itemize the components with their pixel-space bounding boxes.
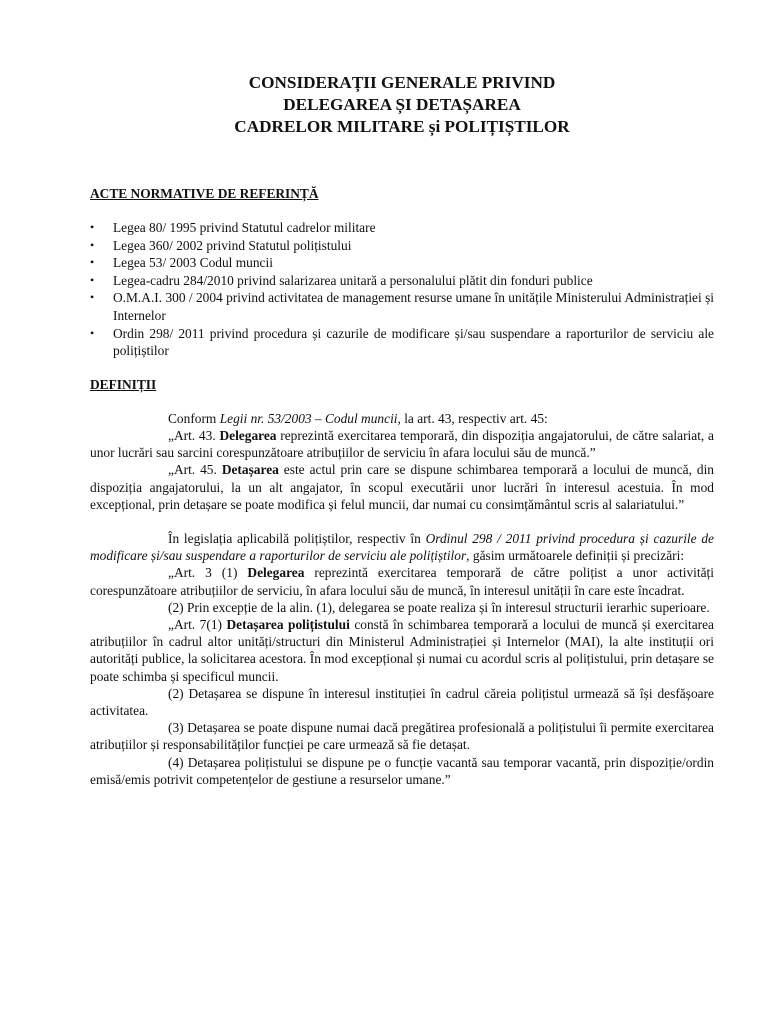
paragraph-art-3-2: (2) Prin excepție de la alin. (1), delegarea se poate realiza și în interesul structurii ierarhic superioare. [168, 599, 710, 615]
paragraph-art-7-4: (4) Detașarea polițistului se dispune pe o funcție vacantă sau temporar vacantă, prin dispoziție/ordin emisă/emis potrivit competențelor de gestiune a resurselor umane.” [90, 754, 714, 787]
law-reference: Legii nr. 53/2003 – Codul muncii [219, 410, 398, 426]
text-span: „Art. 43. [168, 427, 220, 443]
list-item: • Legea 80/ 1995 privind Statutul cadrelor militare [113, 219, 714, 237]
text-span: Conform [168, 410, 220, 426]
text-span: , găsim următoarele definiții și precizări: [466, 548, 685, 564]
text-span: reprezintă exercitarea temporară, din dispoziția angajatorului, de către salariat, a unor lucrări sau sarcini corespunzătoare atribuțiilor de serviciu în afara locului său de muncă.” [90, 427, 714, 461]
defined-term: Delegarea [219, 427, 277, 443]
text-span: În legislația aplicabilă polițiștilor, respectiv în [168, 530, 426, 546]
paragraph-legislatie [90, 530, 714, 564]
section-heading-acte-normative: ACTE NORMATIVE DE REFERINȚĂ [90, 186, 319, 201]
paragraph-art-7-1 [90, 616, 714, 685]
list-item: • O.M.A.I. 300 / 2004 privind activitatea de management resurse umane în unitățile Ministerului Administrației și Internelor [113, 289, 714, 324]
list-item: • Legea 53/ 2003 Codul muncii [113, 254, 714, 272]
paragraph-art-45 [90, 461, 714, 513]
title-line-2: DELEGAREA ȘI DETAȘAREA [283, 95, 521, 114]
paragraph-art-7-2: (2) Detașarea se dispune în interesul instituției în cadrul căreia polițistul urmează să își desfășoare activitatea. [90, 685, 714, 718]
text-span: reprezintă exercitarea temporară de către polițist a unor activități corespunzătoare atribuțiilor de serviciu, în afara locului său de muncă, în interesul unității în care este încadrat. [90, 565, 714, 598]
section-heading-definitii: DEFINIȚII [90, 376, 157, 392]
document-title [90, 0, 714, 138]
list-item: • Legea 360/ 2002 privind Statutul polițistului [113, 237, 714, 255]
paragraph-conform [90, 410, 714, 427]
text-span: „Art. 45. [168, 462, 222, 478]
title-line-3: CADRELOR MILITARE și POLIȚIȘTILOR [234, 117, 570, 136]
law-reference: Ordinul 298 / 2011 privind procedura și cazurile de modificare și/sau suspendare a raporturilor de serviciu ale polițiștilor [90, 530, 714, 564]
text-span: este actul prin care se dispune schimbarea temporară a locului de muncă, din dispoziția angajatorului, la un alt angajator, în scopul executării unor lucrări în interesul acestuia. În mod excepțional, prin detașare se poate modifica și felul muncii, dar numai cu consimțământul scris al salariatului.” [90, 462, 715, 512]
text-span: constă în schimbarea temporară a locului de muncă și exercitarea atribuțiilor în cadrul altor unități/structuri din Ministerul Administrației și Internelor (MAI), la alte instituții ori autorități publice, la solicitarea acestora. În mod excepțional și numai cu acordul scris al polițistului, prin detașare se poate schimba și specificul muncii. [90, 616, 714, 684]
list-item: • Ordin 298/ 2011 privind procedura și cazurile de modificare și/sau suspendare a raporturilor de serviciu ale polițiștilor [113, 325, 714, 360]
paragraph-art-7-3: (3) Detașarea se poate dispune numai dacă pregătirea profesională a polițistului îi permite exercitarea atribuțiilor și responsabilităților funcției pe care urmează să fie detașat. [90, 720, 714, 753]
defined-term: Detașarea [221, 462, 279, 478]
reference-list [90, 219, 714, 360]
paragraph-art-43 [90, 427, 714, 461]
paragraph-gap [90, 513, 714, 530]
definitions-body [90, 410, 714, 788]
text-span: „Art. 7(1) [168, 616, 227, 632]
title-line-1: CONSIDERAȚII GENERALE PRIVIND [248, 73, 556, 92]
paragraph-art-3-1 [90, 564, 714, 598]
defined-term: Delegarea [247, 565, 305, 581]
list-item: • Legea-cadru 284/2010 privind salarizarea unitară a personalului plătit din fonduri publice [113, 272, 714, 290]
text-span: „Art. 3 (1) [168, 565, 248, 581]
defined-term: Detașarea polițistului [226, 616, 350, 632]
text-span: , la art. 43, respectiv art. 45: [397, 410, 548, 426]
